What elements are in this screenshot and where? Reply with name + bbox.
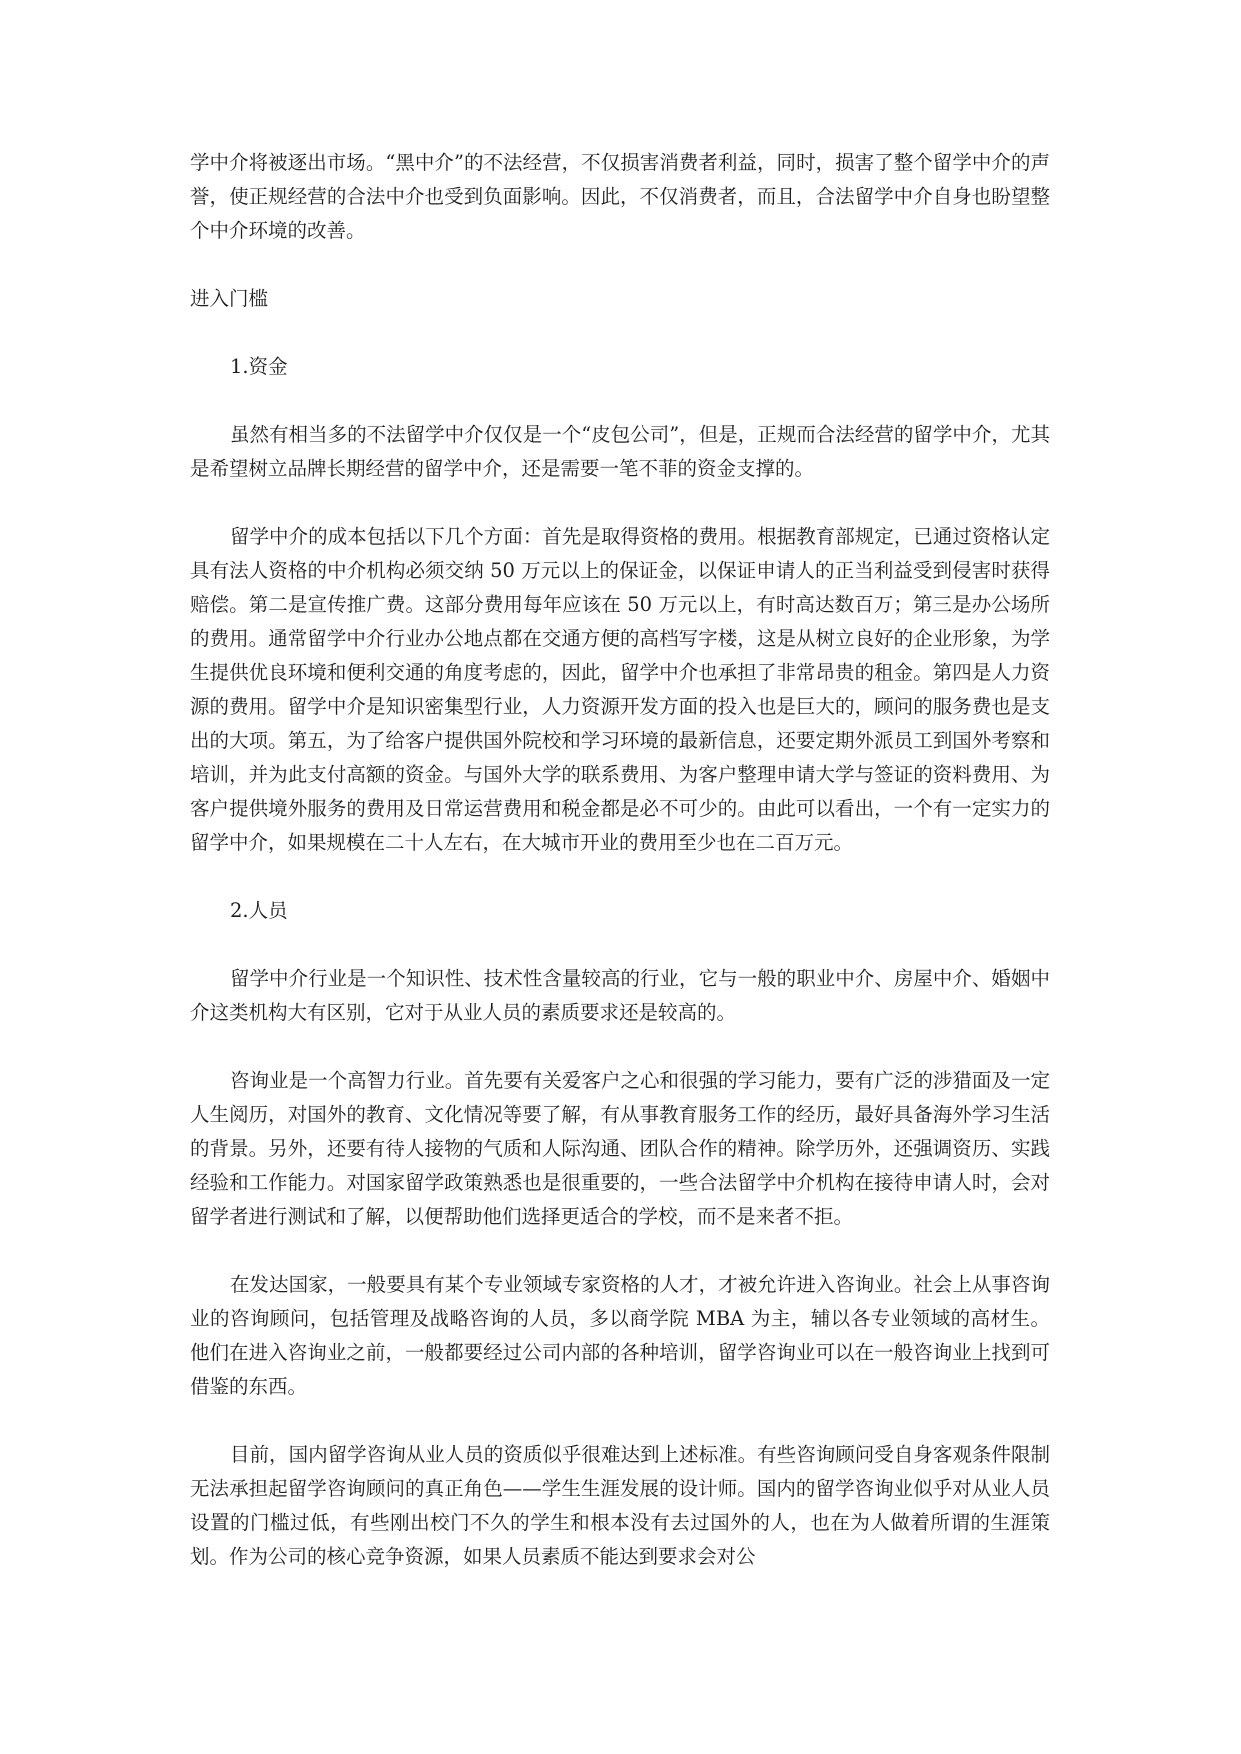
subsection-heading-personnel: 2.人员	[230, 899, 288, 922]
subsection-heading-funds: 1.资金	[230, 355, 288, 378]
section-heading-entry-threshold: 进入门槛	[190, 287, 269, 310]
document-body	[190, 146, 1050, 1608]
paragraph-personnel-2: 咨询业是一个高智力行业。首先要有关爱客户之心和很强的学习能力，要有广泛的涉猎面及一定人生阅历，对国外的教育、文化情况等要了解，有从事教育服务工作的经历，最好具备海外学习生活的背景。另外，还要有待人接物的气质和人际沟通、团队合作的精神。除学历外，还强调资历、实践经验和工作能力。对国家留学政策熟悉也是很重要的，一些合法留学中介机构在接待申请人时，会对留学者进行测试和了解，以便帮助他们选择更适合的学校，而不是来者不拒。	[190, 1069, 1050, 1228]
paragraph-personnel-1: 留学中介行业是一个知识性、技术性含量较高的行业，它与一般的职业中介、房屋中介、婚姻中介这类机构大有区别，它对于从业人员的素质要求还是较高的。	[190, 967, 1050, 1024]
paragraph-intro-continued: 学中介将被逐出市场。“黑中介”的不法经营，不仅损害消费者利益，同时，损害了整个留学中介的声誉，使正规经营的合法中介也受到负面影响。因此，不仅消费者，而且，合法留学中介自身也盼望整个中介环境的改善。	[190, 151, 1050, 242]
paragraph-personnel-4: 目前，国内留学咨询从业人员的资质似乎很难达到上述标准。有些咨询顾问受自身客观条件限制无法承担起留学咨询顾问的真正角色——学生生涯发展的设计师。国内的留学咨询业似乎对从业人员设置的门槛过低，有些刚出校门不久的学生和根本没有去过国外的人，也在为人做着所谓的生涯策划。作为公司的核心竞争资源，如果人员素质不能达到要求会对公	[190, 1443, 1050, 1568]
paragraph-personnel-3: 在发达国家，一般要具有某个专业领域专家资格的人才，才被允许进入咨询业。社会上从事咨询业的咨询顾问，包括管理及战略咨询的人员，多以商学院 MBA 为主，辅以各专业领域的高材生。他们在进入咨询业之前，一般都要经过公司内部的各种培训，留学咨询业可以在一般咨询业上找到可借鉴的东西。	[190, 1273, 1050, 1398]
paragraph-funds-2: 留学中介的成本包括以下几个方面：首先是取得资格的费用。根据教育部规定，已通过资格认定具有法人资格的中介机构必须交纳 50 万元以上的保证金，以保证申请人的正当利益受到侵害时获得赔偿。第二是宣传推广费。这部分费用每年应该在 50 万元以上，有时高达数百万；第三是办公场所的费用。通常留学中介行业办公地点都在交通方便的高档写字楼，这是从树立良好的企业形象，为学生提供优良环境和便利交通的角度考虑的，因此，留学中介也承担了非常昂贵的租金。第四是人力资源的费用。留学中介是知识密集型行业，人力资源开发方面的投入也是巨大的，顾问的服务费也是支出的大项。第五，为了给客户提供国外院校和学习环境的最新信息，还要定期外派员工到国外考察和培训，并为此支付高额的资金。与国外大学的联系费用、为客户整理申请大学与签证的资料费用、为客户提供境外服务的费用及日常运营费用和税金都是必不可少的。由此可以看出，一个有一定实力的留学中介，如果规模在二十人左右，在大城市开业的费用至少也在二百万元。	[190, 525, 1050, 854]
paragraph-funds-1: 虽然有相当多的不法留学中介仅仅是一个“皮包公司”，但是，正规而合法经营的留学中介，尤其是希望树立品牌长期经营的留学中介，还是需要一笔不菲的资金支撑的。	[190, 423, 1050, 480]
